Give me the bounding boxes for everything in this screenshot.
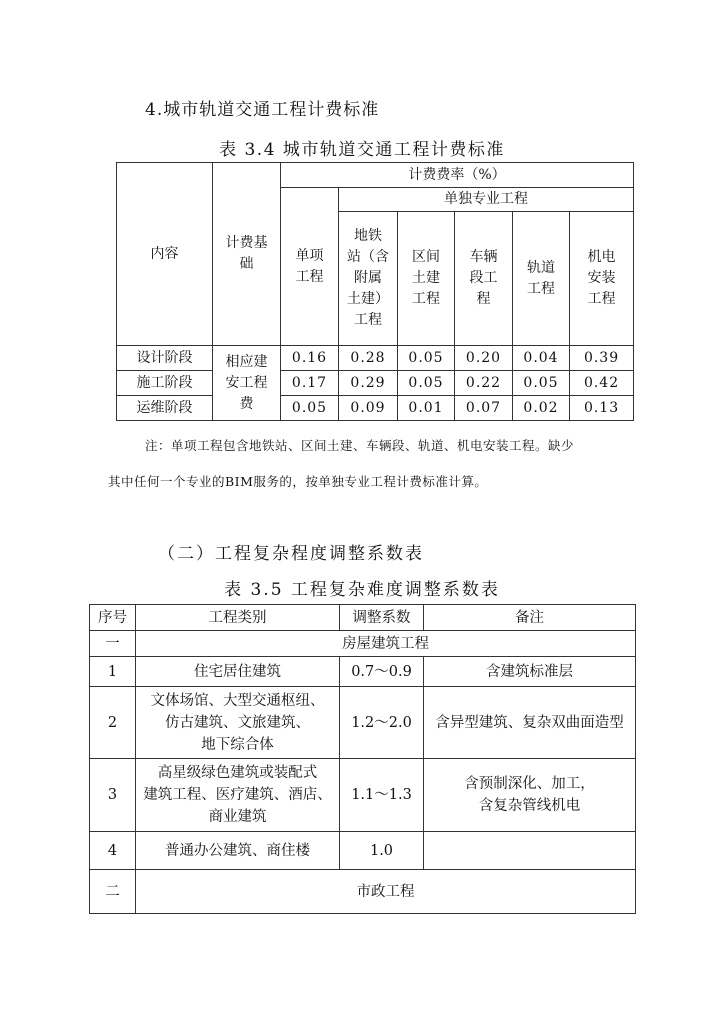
value-cell: 0.05 bbox=[281, 396, 339, 421]
row-category: 住宅居住建筑 bbox=[136, 657, 340, 687]
value-cell: 0.05 bbox=[398, 346, 455, 371]
row-no: 1 bbox=[90, 657, 136, 687]
value-cell: 0.22 bbox=[455, 371, 513, 396]
header-single-item: 单项 工程 bbox=[281, 188, 339, 346]
stage-cell: 施工阶段 bbox=[117, 371, 213, 396]
value-cell: 0.05 bbox=[513, 371, 570, 396]
value-cell: 0.39 bbox=[570, 346, 634, 371]
table-row bbox=[90, 687, 636, 759]
row-category: 文体场馆、大型交通枢纽、 仿古建筑、文旅建筑、 地下综合体 bbox=[136, 687, 340, 759]
table-header-row bbox=[90, 605, 636, 631]
value-cell: 0.07 bbox=[455, 396, 513, 421]
header-depot: 车辆 段工 程 bbox=[455, 212, 513, 346]
header-section-civil: 区间 土建 工程 bbox=[398, 212, 455, 346]
header-single-specialty: 单独专业工程 bbox=[339, 188, 634, 212]
value-cell: 0.05 bbox=[398, 371, 455, 396]
header-factor: 调整系数 bbox=[340, 605, 424, 631]
table-note-line-2: 其中任何一个专业的BIM服务的，按单独专业工程计费标准计算。 bbox=[108, 474, 488, 489]
basis-cell: 相应建 安工程 费 bbox=[213, 346, 281, 421]
group-title: 市政工程 bbox=[136, 870, 636, 914]
table-3-5-caption: 表 3.5 工程复杂难度调整系数表 bbox=[224, 580, 500, 600]
header-category: 工程类别 bbox=[136, 605, 340, 631]
table-row bbox=[90, 657, 636, 687]
value-cell: 0.13 bbox=[570, 396, 634, 421]
value-cell: 0.09 bbox=[339, 396, 398, 421]
row-factor: 0.7～0.9 bbox=[340, 657, 424, 687]
table-3-4-caption: 表 3.4 城市轨道交通工程计费标准 bbox=[219, 140, 505, 160]
value-cell: 0.02 bbox=[513, 396, 570, 421]
stage-cell: 设计阶段 bbox=[117, 346, 213, 371]
group-no: 一 bbox=[90, 631, 136, 657]
group-row bbox=[90, 631, 636, 657]
row-factor: 1.2～2.0 bbox=[340, 687, 424, 759]
table-row bbox=[90, 832, 636, 870]
stage-cell: 运维阶段 bbox=[117, 396, 213, 421]
table-row bbox=[117, 371, 634, 396]
header-content: 内容 bbox=[117, 163, 213, 346]
header-mep: 机电 安装 工程 bbox=[570, 212, 634, 346]
value-cell: 0.28 bbox=[339, 346, 398, 371]
header-remark: 备注 bbox=[424, 605, 636, 631]
row-category: 高星级绿色建筑或装配式 建筑工程、医疗建筑、酒店、 商业建筑 bbox=[136, 759, 340, 832]
row-remark: 含预制深化、加工， 含复杂管线机电 bbox=[424, 759, 636, 832]
value-cell: 0.04 bbox=[513, 346, 570, 371]
row-factor: 1.0 bbox=[340, 832, 424, 870]
group-title: 房屋建筑工程 bbox=[136, 631, 636, 657]
value-cell: 0.20 bbox=[455, 346, 513, 371]
table-row bbox=[90, 759, 636, 832]
value-cell: 0.16 bbox=[281, 346, 339, 371]
section-heading-complexity: （二）工程复杂程度调整系数表 bbox=[158, 544, 424, 564]
row-category: 普通办公建筑、商住楼 bbox=[136, 832, 340, 870]
row-remark bbox=[424, 832, 636, 870]
value-cell: 0.01 bbox=[398, 396, 455, 421]
group-no: 二 bbox=[90, 870, 136, 914]
header-rate: 计费费率（%） bbox=[281, 163, 634, 188]
header-metro-station: 地铁 站（含 附属 土建） 工程 bbox=[339, 212, 398, 346]
value-cell: 0.42 bbox=[570, 371, 634, 396]
row-remark: 含建筑标准层 bbox=[424, 657, 636, 687]
header-track: 轨道 工程 bbox=[513, 212, 570, 346]
row-remark: 含异型建筑、复杂双曲面造型 bbox=[424, 687, 636, 759]
section-heading-rail: 4.城市轨道交通工程计费标准 bbox=[145, 100, 380, 120]
rail-fee-table bbox=[116, 162, 634, 421]
row-factor: 1.1～1.3 bbox=[340, 759, 424, 832]
row-no: 3 bbox=[90, 759, 136, 832]
table-row bbox=[117, 396, 634, 421]
row-no: 2 bbox=[90, 687, 136, 759]
value-cell: 0.17 bbox=[281, 371, 339, 396]
value-cell: 0.29 bbox=[339, 371, 398, 396]
header-no: 序号 bbox=[90, 605, 136, 631]
group-row bbox=[90, 870, 636, 914]
table-note-line-1: 注：单项工程包含地铁站、区间土建、车辆段、轨道、机电安装工程。缺少 bbox=[145, 438, 575, 453]
table-row bbox=[117, 346, 634, 371]
row-no: 4 bbox=[90, 832, 136, 870]
header-basis: 计费基 础 bbox=[213, 163, 281, 346]
complexity-factor-table bbox=[89, 604, 636, 914]
